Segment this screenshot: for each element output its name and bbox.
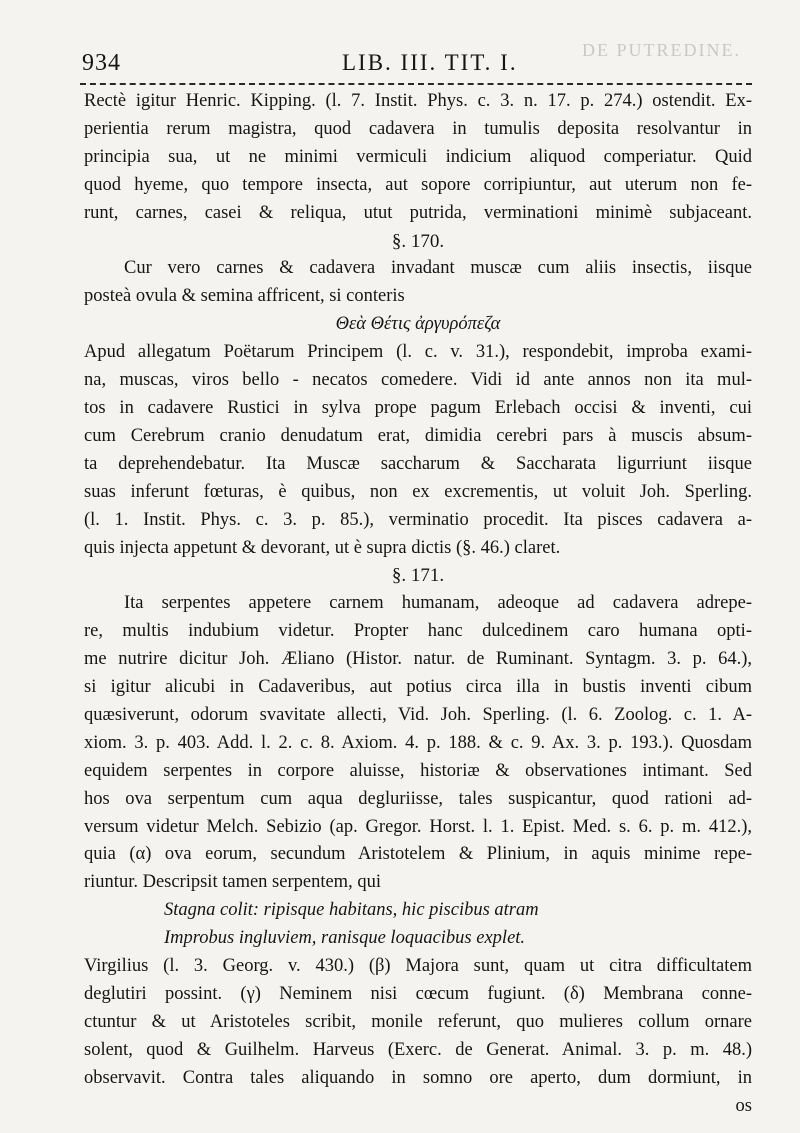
text-line: quia (α) ova eorum, secundum Aristotelem & Plinium, in aquis minime repe- (84, 844, 752, 865)
show-through-title: DE PUTREDINE. (582, 40, 741, 60)
text-line: me nutrire dicitur Joh. Æliano (Histor. natur. de Ruminant. Syntagm. 3. p. 64.), (84, 649, 752, 670)
text-line: Cur vero carnes & cadavera invadant muscæ cum aliis insectis, iisque (124, 258, 752, 279)
greek-quotation: Θεὰ Θέτις ἀργυρόπεζα (335, 314, 501, 335)
text-line: Virgilius (l. 3. Georg. v. 430.) (β) Majora sunt, quam ut citra difficultatem (84, 956, 752, 977)
text-line: re, multis indubium videtur. Propter hanc dulcedinem caro humana opti- (84, 621, 752, 642)
page-number: 934 (82, 50, 121, 76)
text-line: perientia rerum magistra, quod cadavera in tumulis deposita resolvantur in (84, 118, 752, 139)
text-line: na, muscas, viros bello - necatos comedere. Vidi id ante annos non ita mul- (84, 370, 752, 391)
text-line: quis injecta appetunt & devorant, ut è supra dictis (§. 46.) claret. (84, 537, 561, 558)
text-line: Rectè igitur Henric. Kipping. (l. 7. Instit. Phys. c. 3. n. 17. p. 274.) ostendit. Ex- (84, 91, 752, 111)
text-line: posteà ovula & semina affricent, si conteris (84, 286, 405, 307)
text-line: deglutiri possint. (γ) Neminem nisi cœcum fugiunt. (δ) Membrana conne- (84, 984, 752, 1004)
running-head (0, 40, 800, 80)
body-text (84, 88, 752, 1121)
text-line: runt, carnes, casei & reliqua, utut putrida, verminationi minimè subjaceant. (84, 202, 752, 223)
text-line: versum videtur Melch. Sebizio (ap. Gregor. Horst. l. 1. Epist. Med. s. 6. p. m. 412.), (84, 816, 752, 837)
text-line: cum Cerebrum cranio denudatum erat, dimidia cerebri pars à muscis absum- (84, 425, 752, 446)
section-heading: §. 170. (391, 230, 445, 252)
running-title: LIB. III. TIT. I. (342, 50, 518, 75)
verse-line: Improbus ingluviem, ranisque loquacibus explet. (164, 928, 526, 949)
text-line: quæsiverunt, odorum svavitate allecti, Vid. Joh. Sperling. (l. 6. Zoolog. c. 1. A- (84, 704, 752, 725)
text-line: ctuntur & ut Aristoteles scribit, monile referunt, quo mulieres collum ornare (84, 1011, 752, 1032)
header-rule (80, 83, 752, 85)
verse-line: Stagna colit: ripisque habitans, hic piscibus atram (164, 900, 539, 921)
text-line: Ita serpentes appetere carnem humanam, adeoque ad cadavera adrepe- (124, 593, 752, 614)
text-line: suas inferunt fœturas, è quibus, non ex excrementis, ut voluit Joh. Sperling. (84, 481, 752, 502)
text-line: principia sua, ut ne minimi vermiculi indicium aliquod comperiatur. Quid (84, 146, 752, 167)
catchword: os (735, 1095, 752, 1116)
text-line: ta deprehendebatur. Ita Muscæ saccharum & Saccharata ligurriunt iisque (84, 453, 752, 474)
text-line: tos in cadavere Rustici in sylva prope pagum Erlebach occisi & inventi, cui (84, 397, 752, 418)
text-line: riuntur. Descripsit tamen serpentem, qui (84, 872, 381, 893)
text-line: si igitur alicubi in Cadaveribus, aut potius circa illa in bustis inventi cibum (84, 677, 752, 698)
text-line: hos ova serpentum cum aqua degluriisse, tales suspicantur, quod rationi ad- (84, 788, 752, 809)
text-line: (l. 1. Instit. Phys. c. 3. p. 85.), verminatio procedit. Ita pisces cadavera a- (84, 509, 752, 530)
text-line: solent, quod & Guilhelm. Harveus (Exerc. de Generat. Animal. 3. p. m. 48.) (84, 1039, 752, 1060)
text-line: xiom. 3. p. 403. Add. l. 2. c. 8. Axiom. 4. p. 188. & c. 9. Ax. 3. p. 193.). Quosdam (84, 732, 752, 753)
text-line: equidem serpentes in corpore aluisse, historiæ & observationes intimant. Sed (84, 760, 752, 781)
text-line: quod hyeme, quo tempore insecta, aut sopore corripiuntur, aut uterum non fe- (84, 174, 752, 195)
section-heading: §. 171. (391, 565, 445, 587)
text-line: Apud allegatum Poëtarum Principem (l. c. v. 31.), respondebit, improba exami- (84, 342, 752, 363)
text-line: observavit. Contra tales aliquando in somno ore aperto, dum dormiunt, in (84, 1067, 752, 1088)
